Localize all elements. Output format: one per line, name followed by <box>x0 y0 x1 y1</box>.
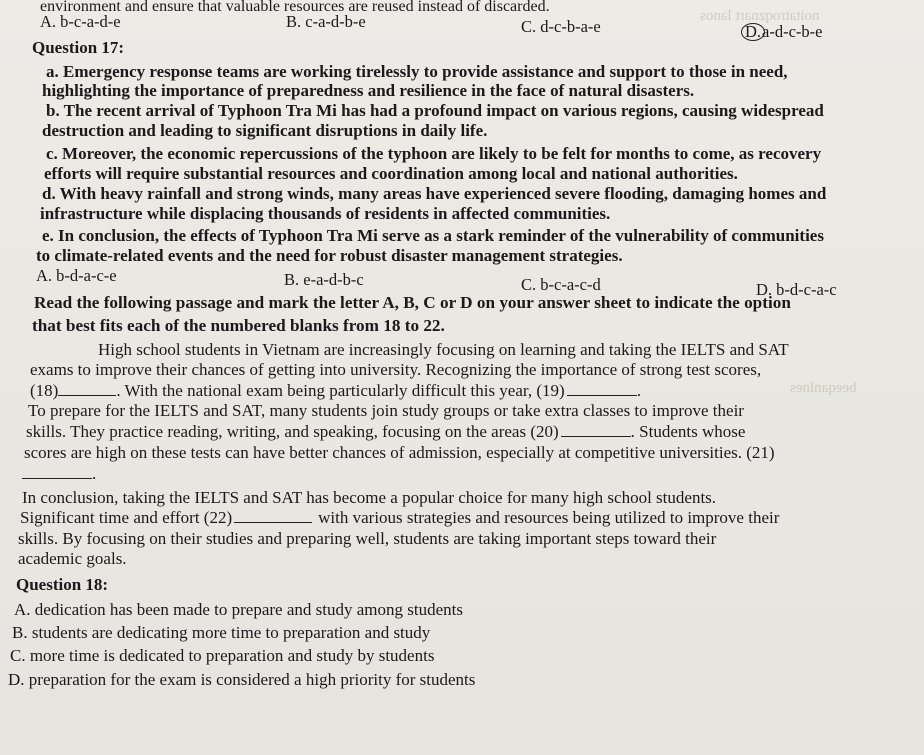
passage-line: (18) . With the national exam being particularly difficult this year, (19) . <box>30 381 641 400</box>
q16-option-d: D.a-d-c-b-e <box>741 22 823 42</box>
passage-line: High school students in Vietnam are increasingly focusing on learning and taking the IELTS and SAT <box>98 340 789 359</box>
q17-item-e-line1: e. In conclusion, the effects of Typhoon Tra Mi serve as a stark reminder of the vulnerability of communities <box>42 226 824 245</box>
blank-22 <box>234 510 312 523</box>
show-through-text: beeqanlnes <box>790 380 857 396</box>
blank-20 <box>561 424 631 437</box>
q17-option-d: D. b-d-c-a-c <box>756 280 837 299</box>
q18-label: Question 18: <box>16 575 109 594</box>
q17-item-d-line2: infrastructure while displacing thousands of residents in affected communities. <box>40 204 611 223</box>
passage-line: skills. They practice reading, writing, and speaking, focusing on the areas (20) . Students whose <box>26 422 746 441</box>
q17-item-c-line2: efforts will require substantial resources and coordination among local and national authorities. <box>44 164 738 183</box>
q17-option-c: C. b-c-a-c-d <box>521 275 601 294</box>
q16-option-a: A. b-c-a-d-e <box>40 12 121 31</box>
q17-item-e-line2: to climate-related events and the need for robust disaster management strategies. <box>36 246 623 265</box>
show-through-text: noitatroqznart lanos <box>700 8 820 24</box>
q17-item-d-line1: d. With heavy rainfall and strong winds, many areas have experienced severe flooding, damaging homes and <box>42 184 827 203</box>
passage-line: exams to improve their chances of getting into university. Recognizing the importance of strong test scores, <box>30 360 762 379</box>
passage-line: . <box>22 464 96 484</box>
answer-circle-mark: D. <box>741 23 765 41</box>
q17-item-c-line1: c. Moreover, the economic repercussions of the typhoon are likely to be felt for months to come, as recovery <box>46 144 822 163</box>
passage-line: academic goals. <box>18 549 127 568</box>
q16-option-b: B. c-a-d-b-e <box>286 12 366 31</box>
instruction-line1: Read the following passage and mark the letter A, B, C or D on your answer sheet to indicate the option <box>34 293 791 312</box>
passage-line: scores are high on these tests can have better chances of admission, especially at competitive universities. (21) <box>24 443 775 462</box>
q17-item-b-line2: destruction and leading to significant disruptions in daily life. <box>42 121 488 140</box>
blank-18 <box>58 383 116 396</box>
passage-line: In conclusion, taking the IELTS and SAT has become a popular choice for many high school students. <box>22 488 717 507</box>
top-text-fragment: environment and ensure that valuable resources are reused instead of discarded. <box>40 0 550 15</box>
q17-item-b-line1: b. The recent arrival of Typhoon Tra Mi has had a profound impact on various regions, causing widespread <box>46 101 824 120</box>
q17-option-b: B. e-a-d-b-c <box>284 270 364 289</box>
passage-line: To prepare for the IELTS and SAT, many students join study groups or take extra classes to improve their <box>28 401 744 420</box>
q17-item-a-line1: a. Emergency response teams are working tirelessly to provide assistance and support to those in need, <box>46 62 788 81</box>
q18-option-d: D. preparation for the exam is considered a high priority for students <box>8 670 476 689</box>
passage-line: Significant time and effort (22) with various strategies and resources being utilized to improve their <box>20 508 780 527</box>
q17-item-a-line2: highlighting the importance of preparedness and resilience in the face of natural disasters. <box>42 81 695 100</box>
blank-19 <box>567 383 637 396</box>
q17-option-a: A. b-d-a-c-e <box>36 266 117 285</box>
passage-line: skills. By focusing on their studies and preparing well, students are taking important steps toward their <box>18 529 717 548</box>
q17-label: Question 17: <box>32 38 125 57</box>
q18-option-c: C. more time is dedicated to preparation and study by students <box>10 646 435 665</box>
blank-21 <box>22 466 92 479</box>
q18-option-b: B. students are dedicating more time to preparation and study <box>12 623 431 642</box>
q18-option-a: A. dedication has been made to prepare and study among students <box>14 600 463 619</box>
q16-option-c: C. d-c-b-a-e <box>521 17 601 36</box>
instruction-line2: that best fits each of the numbered blanks from 18 to 22. <box>32 316 445 335</box>
